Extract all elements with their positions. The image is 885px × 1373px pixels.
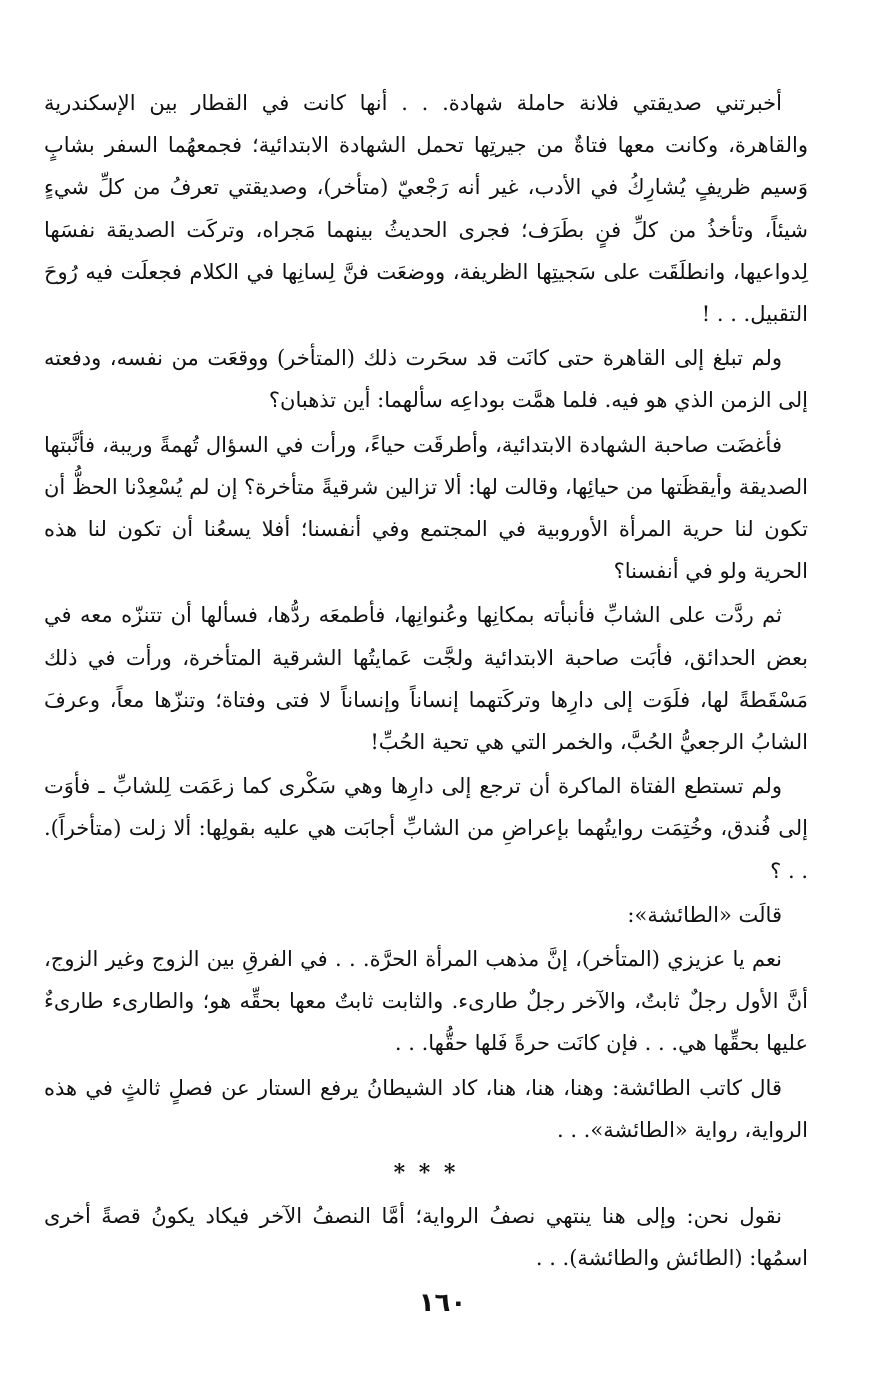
page-number: ١٦٠ (418, 1288, 467, 1318)
paragraph: قالَت «الطائشة»: (627, 902, 782, 927)
paragraph: أخبرتني صديقتي فلانة حاملة شهادة. . . أنها كانت في القطار بين الإسكندرية والقاهرة، وكانت معها فتاةٌ من جيرتِها تحمل الشهادة الابتدائية؛ فجمعهُما السفر بشابٍ وَسيم ظريفٍ يُشارِكُ في الأدب، غير أنه رَجْعيّ (متأخر)، وصديقتي تعرفُ من كلِّ شيءٍ شيئاً، وتأخذُ من كلِّ فنٍ بطَرَف؛ فجرى الحديثُ بينهما مَجراه، وتركَت الصديقة نفسَها لِدواعيها، وانطلَقَت على سَجيتِها الظريفة، ووضعَت فنَّ لِسانِها في الكلام فجعلَت فيه رُوحَ التقبيل. . . ! (44, 91, 808, 327)
paragraph: ولم تستطع الفتاة الماكرة أن ترجع إلى دارِها وهي سَكْرى كما زعَمَت لِلشابِّ ـ فأوَت إلى فُندق، وخُتِمَت روايتُهما بإعراضِ من الشابِّ أجابَت هي عليه بقولِها: ألا زلت (متأخراً). . . ؟ (44, 774, 808, 883)
paragraph: قال كاتب الطائشة: وهنا، هنا، هنا، كاد الشيطانُ يرفع الستار عن فصلٍ ثالثٍ في هذه الرواية، رواية «الطائشة». . . (44, 1075, 808, 1142)
paragraph: نعم يا عزيزي (المتأخر)، إنَّ مذهب المرأة الحرَّة. . . في الفرقِ بين الزوج وغير الزوج، أنَّ الأول رجلٌ ثابتٌ، والآخر رجلٌ طارىء. والثابت ثابتٌ معها بحقِّه هو؛ والطارىء طارىءٌ عليها بحقِّها هي. . . فإن كانَت حرةً فَلها حقُّها. . . (44, 947, 808, 1056)
section-separator: * * * (393, 1160, 459, 1187)
paragraph: نقول نحن: وإلى هنا ينتهي نصفُ الرواية؛ أمَّا النصفُ الآخر فيكاد يكونُ قصةً أخرى اسمُها: (الطائش والطائشة). . . (44, 1204, 808, 1271)
paragraph: ولم تبلغ إلى القاهرة حتى كانَت قد سحَرت ذلك (المتأخر) ووقعَت من نفسه، ودفعته إلى الزمن الذي هو فيه. فلما همَّت بوداعِه سألهما: أين تذهبان؟ (44, 346, 808, 413)
paragraph: ثم ردَّت على الشابِّ فأنبأته بمكانِها وعُنوانِها، فأطمعَه ردُّها، فسألها أن تتنزّه معه في بعض الحدائق، فأبَت صاحبة الابتدائية ولجَّت عَمايتُها الشرقية المتأخرة، ورأت في ذلك مَسْقَطةً لها، فلَوَت إلى دارِها وتركَتهما إنساناً وإنساناً لا فتى وفتاة؛ وتنزّها معاً، وعرفَ الشابُ الرجعيُّ الحُبَّ، والخمر التي هي تحية الحُبِّ! (44, 603, 808, 755)
paragraph: فأغضَت صاحبة الشهادة الابتدائية، وأطرقَت حياءً، ورأت في السؤال تُهمةً وريبة، فأنَّبتها الصديقة وأيقظَتها من حيائِها، وقالت لها: ألا تزالين شرقيةً متأخرة؟ إن لم يُسْعِدْنا الحظُّ أن تكون لنا حرية المرأة الأوروبية في المجتمع وفي أنفسنا؛ أفلا يسعُنا أن تكون لنا هذه الحرية ولو في أنفسنا؟ (44, 432, 808, 584)
body-text (44, 82, 808, 1279)
